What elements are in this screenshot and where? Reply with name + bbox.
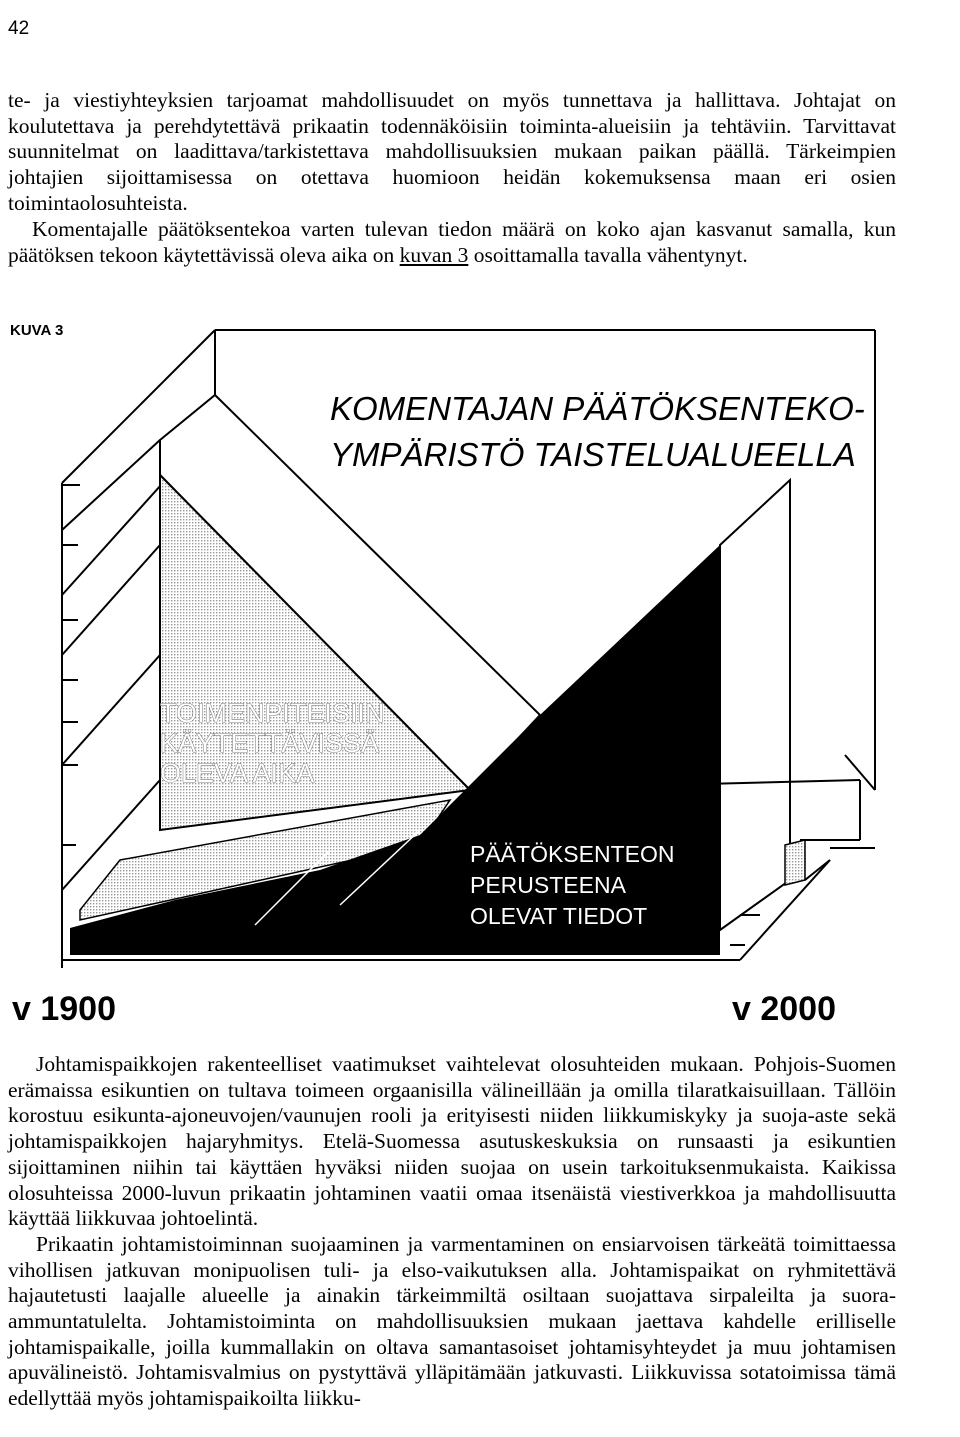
x-axis-end-label: v 2000 xyxy=(732,990,836,1028)
figure-title-line-2: YMPÄRISTÖ TAISTELUALUEELLA xyxy=(330,436,856,473)
x-axis-start-label: v 1900 xyxy=(12,990,116,1028)
information-label-line-1: PÄÄTÖKSENTEON xyxy=(470,841,675,867)
figure-label: KUVA 3 xyxy=(10,322,64,339)
paragraph-4 xyxy=(8,1232,896,1412)
figure-title-line-1: KOMENTAJAN PÄÄTÖKSENTEKO- xyxy=(330,390,865,427)
paragraph-2-text-b: osoittamalla tavalla vähentynyt. xyxy=(468,242,748,267)
information-label-line-3: OLEVAT TIEDOT xyxy=(470,903,648,929)
paragraph-1: te- ja viestiyhteyksien tarjoamat mahdollisuudet on myös tunnettava ja hallittava. Johtajat on koulutettava ja perehdytettävä prikaatin todennäköisiin toiminta-alueisiin ja tehtäviin. Tarvittavat suunnitelmat on laadittava/tarkistettava mahdollisuuksien mukaan paikan päällä. Tärkeimpien johtajien sijoittamisessa on otettava huomioon heidän kokemuksensa maan eri osien toimintaolosuhteista. xyxy=(8,88,896,215)
time-label-line-2: KÄYTETTÄVISSÄ xyxy=(160,728,380,758)
figure-title xyxy=(330,390,865,473)
paragraph-4-text: Prikaatin johtamistoiminnan suojaaminen ja varmentaminen on ensiarvoisen tärkeätä toimittaessa vihollisen jatkuvan monipuolisen tuli- ja elso-vaikutuksen alla. Johtamispaikat on ryhmitettävä hajautetusti laajalle alueelle ja ainakin tärkeimmiltä osiltaan suojattava sirpaleilta ja suora-ammuntatulelta. Johtamistoiminta on mahdollisuuksien mukaan jaettava kahdelle erilliselle johtamispaikalle, joilla kummallakin on oltava samantasoiset johtamisyhteydet ja muu johtamisen apuvälineistö. Johtamisvalmius on pystyttävä ylläpitämään jatkuvasti. Liikkuvissa sotatoimissa tämä edellyttää myös johtamispaikoilta liikku- xyxy=(8,1231,896,1411)
paragraph-3 xyxy=(8,1052,896,1232)
page-number: 42 xyxy=(8,18,30,39)
right-wall xyxy=(720,480,790,930)
floor-hatch-right xyxy=(785,840,805,885)
paragraph-2 xyxy=(8,217,896,268)
figure-reference: kuvan 3 xyxy=(399,242,469,267)
paragraph-2-text-a: Komentajalle päätöksentekoa varten tulevan tiedon määrä on koko ajan kasvanut samalla, kun päätöksen tekoon käytettävissä oleva aika on xyxy=(8,217,896,267)
figure-diagram xyxy=(0,320,960,1040)
time-label-line-1: TOIMENPITEISIIN xyxy=(160,698,385,728)
left-axis-ticks xyxy=(62,485,80,845)
time-label-line-3: OLEVA AIKA xyxy=(160,758,315,788)
information-label-line-2: PERUSTEENA xyxy=(470,872,626,898)
paragraph-3-text: Johtamispaikkojen rakenteelliset vaatimukset vaihtelevat olosuhteiden mukaan. Pohjois-Suomen erämaissa esikuntien on tultava toimeen orgaanisilla välineillään ja omilla tilaratkaisuillaan. Tällöin korostuu esikunta-ajoneuvojen/vaunujen rooli ja erityisesti niiden liikkumiskyky ja suoja-aste sekä johtamispaikkojen hajaryhmitys. Etelä-Suomessa asutuskeskuksia on runsaasti ja esikuntien sijoittaminen niihin tai käyttäen hyväksi niiden suojaa on usein tarkoituksenmukaista. Kaikissa olosuhteissa 2000-luvun prikaatin johtaminen vaatii omaa itsenäistä viestiverkkoa ja mahdollisuutta käyttää liikkuvaa johtoelintä. xyxy=(8,1052,896,1231)
lower-text-block xyxy=(8,1052,896,1412)
time-axis-labels xyxy=(12,990,836,1028)
